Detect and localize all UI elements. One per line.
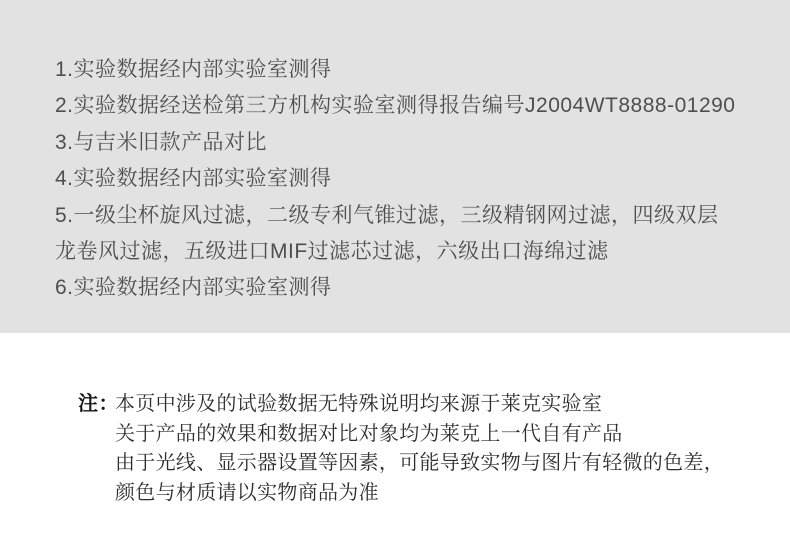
note-line-3: 由于光线、显示器设置等因素，可能导致实物与图片有轻微的色差， — [115, 452, 724, 475]
note-block — [0, 390, 790, 508]
note-line-1: 本页中涉及的试验数据无特殊说明均来源于莱克实验室 — [115, 393, 603, 415]
disclaimer-line-1: 1.实验数据经内部实验室测得 — [55, 58, 332, 81]
note-line-2: 关于产品的效果和数据对比对象均为莱克上一代自有产品 — [115, 422, 623, 445]
disclaimer-line-5-wrap: 龙卷风过滤，五级进口MIF过滤芯过滤，六级出口海绵过滤 — [55, 240, 609, 264]
disclaimer-line-3: 3.与吉米旧款产品对比 — [55, 130, 268, 154]
disclaimer-line-4: 4.实验数据经内部实验室测得 — [55, 167, 332, 191]
note-section — [0, 333, 790, 557]
note-label: 注： — [78, 393, 119, 415]
note-lines — [115, 390, 724, 508]
disclaimer-line-2: 2.实验数据经送检第三方机构实验室测得报告编号J2004WT8888-01290 — [55, 94, 736, 118]
disclaimer-line-6: 6.实验数据经内部实验室测得 — [55, 276, 332, 300]
note-line-4: 颜色与材质请以实物商品为准 — [115, 481, 379, 504]
disclaimer-line-5: 5.一级尘杯旋风过滤，二级专利气锥过滤，三级精钢网过滤，四级双层 — [55, 203, 719, 227]
